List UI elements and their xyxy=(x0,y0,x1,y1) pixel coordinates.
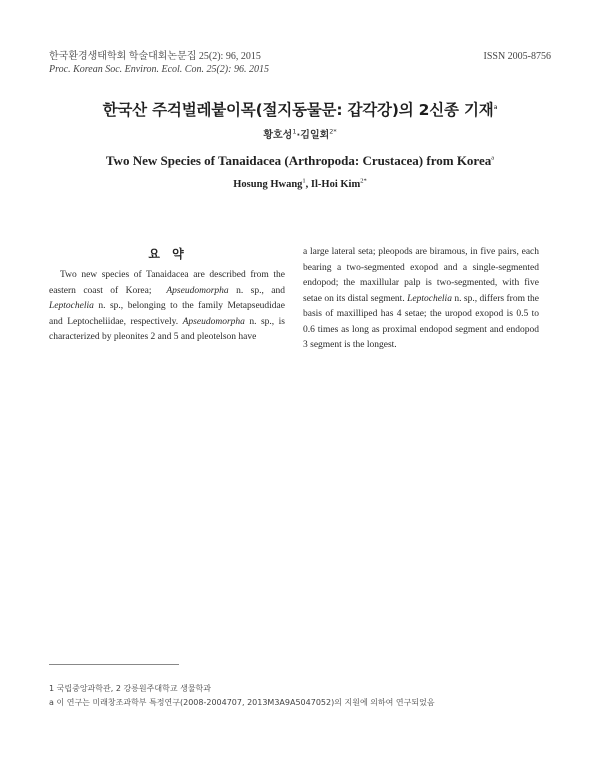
author-ko-1-affil: 1 xyxy=(292,127,297,136)
genus-name: Leptochelia xyxy=(407,293,452,304)
journal-citation-en: Proc. Korean Soc. Environ. Ecol. Con. 25(2): 96. 2015 xyxy=(49,64,269,75)
genus-name: Leptochelia xyxy=(49,301,94,311)
abstract-column-right xyxy=(303,245,539,354)
journal-citation-ko: 한국환경생태학회 학술대회논문집 25(2): 96, 2015 xyxy=(49,51,261,62)
author-ko-separator: · xyxy=(296,130,301,141)
issn-label: ISSN 2005-8756 xyxy=(483,51,551,62)
author-en-1: Hosung Hwang xyxy=(233,179,303,190)
genus-name: Apseudomorpha xyxy=(182,316,245,327)
genus-name: Apseudomorpha xyxy=(166,285,229,296)
title-english xyxy=(0,153,600,169)
authors-english xyxy=(0,179,600,190)
footnote-divider xyxy=(49,664,179,665)
title-korean-footnote-mark: a xyxy=(493,102,498,111)
authors-korean xyxy=(0,126,600,141)
footnote-affiliations: 1 국립중앙과학관, 2 강릉원주대학교 생물학과 xyxy=(49,684,211,693)
abstract-text: n. sp., is characterized by pleonites 2 and 5 and pleotelson have xyxy=(49,316,285,342)
footnote-funding: a 이 연구는 미래창조과학부 특정연구(2008-2004707, 2013M3A9A5047052)의 지원에 의하여 연구되었음 xyxy=(49,698,435,707)
author-ko-2: 김일회 xyxy=(300,130,330,141)
author-ko-1: 황호성 xyxy=(263,130,293,141)
running-header-left xyxy=(49,50,269,76)
abstract-text: n. sp., and xyxy=(228,285,286,296)
author-ko-2-affil: 2* xyxy=(329,127,337,136)
title-english-footnote-mark: a xyxy=(491,154,495,162)
abstract-text: n. sp., differs from the basis of maxilliped has 4 setae; the uropod exopod is 0.5 to 0.6 times as long as proximal endopod segment and endopod 3 segment is the longest. xyxy=(303,293,539,350)
author-en-1-affil: 1 xyxy=(302,177,306,185)
author-en-separator: , xyxy=(305,179,311,190)
author-en-2-affil: 2* xyxy=(360,177,367,185)
title-korean-text: 한국산 주걱벌레붙이목(절지동물문: 갑각강)의 2신종 기재 xyxy=(102,101,494,119)
abstract-heading: 요 약 xyxy=(148,247,188,261)
title-korean xyxy=(0,98,600,120)
abstract-text: Two new species of Tanaidacea are described from the eastern coast of Korea; xyxy=(49,270,285,296)
title-english-text: Two New Species of Tanaidacea (Arthropoda: Crustacea) from Korea xyxy=(105,153,492,168)
abstract-column-left xyxy=(49,268,285,346)
abstract-text: n. sp., belonging to the family Metapseudidae and Leptocheliidae, respectively. xyxy=(49,301,285,327)
author-en-2: Il-Hoi Kim xyxy=(310,179,361,190)
abstract-text: a large lateral seta; pleopods are biramous, in five pairs, each bearing a two-segmented exopod and a single-segmented endopod; the maxillular palp is two-segmented, with five setae on its distal segment. xyxy=(303,247,539,304)
